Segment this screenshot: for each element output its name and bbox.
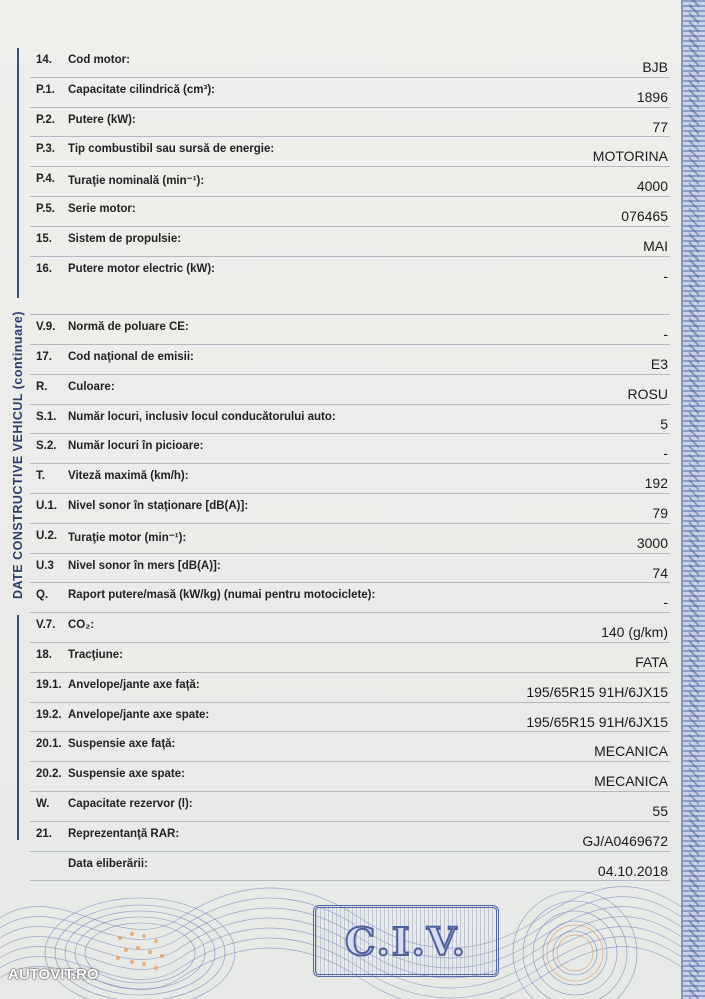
row-value: MOTORINA (592, 148, 668, 165)
table-row (30, 613, 670, 643)
table-row (30, 494, 670, 524)
row-code: U.2. (36, 529, 58, 542)
row-value: GJ/A0469672 (582, 832, 668, 849)
table-row (30, 197, 670, 227)
row-value: - (663, 326, 668, 343)
table-row (30, 703, 670, 733)
row-label: Serie motor: (68, 202, 136, 215)
row-value: 4000 (636, 178, 668, 195)
row-value: MAI (643, 237, 668, 254)
row-code: 20.2. (36, 768, 62, 781)
row-value: 140 (g/km) (601, 624, 668, 641)
table-row (30, 643, 670, 673)
row-code: 19.2. (36, 708, 62, 721)
table-row (30, 257, 670, 316)
row-code: S.1. (36, 410, 57, 423)
row-code: U.3 (36, 559, 54, 572)
row-label: Viteză maximă (km/h): (68, 470, 189, 483)
row-label: Tracţiune: (68, 648, 123, 661)
row-value: FATA (635, 653, 668, 670)
row-value: 192 (644, 475, 668, 492)
civ-stamp-text: C.I.V. (345, 918, 467, 964)
table-row (30, 524, 670, 554)
row-value: - (663, 594, 668, 611)
row-label: Sistem de propulsie: (68, 232, 182, 245)
row-code: 20.1. (36, 738, 62, 751)
table-row (30, 464, 670, 494)
row-code: R. (36, 380, 48, 393)
row-value: MECANICA (594, 743, 668, 760)
table-row (30, 227, 670, 257)
row-code: W. (36, 797, 50, 810)
row-code: S.2. (36, 440, 57, 453)
row-value: MECANICA (594, 773, 668, 790)
table-row (30, 434, 670, 464)
table-row (30, 375, 670, 405)
table-row (30, 554, 670, 584)
row-code: P.5. (36, 202, 55, 215)
row-label: Număr locuri, inclusiv locul conducătorului auto: (68, 410, 336, 423)
side-rule-bottom (17, 615, 19, 840)
row-value: ROSU (627, 385, 668, 402)
table-row (30, 822, 670, 852)
row-label: Turaţie motor (min⁻¹): (68, 531, 187, 544)
row-label: Capacitate rezervor (l): (68, 797, 193, 810)
table-row (30, 405, 670, 435)
table-row (30, 345, 670, 375)
row-value: 79 (652, 504, 668, 521)
row-code: P.1. (36, 83, 55, 96)
row-code: U.1. (36, 499, 58, 512)
row-code: 19.1. (36, 678, 62, 691)
row-label: Reprezentanţă RAR: (68, 827, 180, 840)
table-row (30, 167, 670, 197)
table-row (30, 792, 670, 822)
row-label: CO₂: (68, 619, 95, 632)
row-label: Suspensie axe spate: (68, 768, 185, 781)
row-value: - (663, 445, 668, 462)
row-value: 5 (660, 415, 668, 432)
civ-stamp (313, 905, 499, 977)
row-label: Suspensie axe faţă: (68, 738, 176, 751)
row-code: 14. (36, 54, 52, 66)
table-row (30, 852, 670, 882)
row-value: 74 (652, 564, 668, 581)
row-code: P.4. (36, 173, 55, 186)
table-row (30, 583, 670, 613)
row-value: 195/65R15 91H/6JX15 (526, 683, 668, 700)
row-label: Culoare: (68, 380, 115, 393)
row-value: - (663, 267, 668, 284)
table-row (30, 673, 670, 703)
row-value: 3000 (636, 534, 668, 551)
row-value: 1896 (636, 88, 668, 105)
table-row (30, 78, 670, 108)
row-label: Cod motor: (68, 54, 130, 66)
row-value: 195/65R15 91H/6JX15 (526, 713, 668, 730)
row-code: P.2. (36, 113, 55, 126)
row-value: E3 (650, 355, 668, 372)
table-row (30, 762, 670, 792)
row-label: Data eliberării: (68, 857, 148, 870)
row-label: Număr locuri în picioare: (68, 440, 204, 453)
row-label: Anvelope/jante axe spate: (68, 708, 210, 721)
side-section-title-text: DATE CONSTRUCTIVE VEHICUL (continuare) (11, 311, 25, 599)
row-code: V.7. (36, 619, 56, 632)
table-row (30, 732, 670, 762)
row-label: Nivel sonor în mers [dB(A)]: (68, 559, 221, 572)
table-row (30, 48, 670, 78)
security-border (681, 0, 705, 999)
row-code: P.3. (36, 143, 55, 156)
row-label: Normă de poluare CE: (68, 321, 189, 334)
table-row (30, 137, 670, 167)
row-label: Turaţie nominală (min⁻¹): (68, 175, 205, 188)
row-label: Tip combustibil sau sursă de energie: (68, 143, 275, 156)
row-label: Capacitate cilindrică (cm³): (68, 83, 215, 96)
row-code: 18. (36, 648, 52, 661)
row-value: 77 (652, 118, 668, 135)
row-code: V.9. (36, 321, 56, 334)
row-value: 04.10.2018 (597, 862, 668, 879)
row-value: 55 (652, 802, 668, 819)
vehicle-data-table (30, 48, 670, 881)
row-label: Cod naţional de emisii: (68, 350, 194, 363)
row-code: T. (36, 470, 45, 483)
table-row (30, 315, 670, 345)
row-label: Raport putere/masă (kW/kg) (numai pentru motociclete): (68, 589, 376, 602)
row-code: 21. (36, 827, 52, 840)
row-label: Putere motor electric (kW): (68, 262, 215, 275)
watermark-logo: AUTOVIT.RO (8, 966, 99, 983)
row-label: Nivel sonor în staţionare [dB(A)]: (68, 499, 249, 512)
row-code: Q. (36, 589, 49, 602)
row-code: 17. (36, 350, 52, 363)
row-code: 15. (36, 232, 52, 245)
row-value: 076465 (621, 207, 668, 224)
row-value: BJB (642, 59, 668, 75)
row-code: 16. (36, 262, 52, 275)
side-rule-top (17, 48, 19, 298)
row-label: Putere (kW): (68, 113, 136, 126)
table-row (30, 108, 670, 138)
row-label: Anvelope/jante axe faţă: (68, 678, 200, 691)
